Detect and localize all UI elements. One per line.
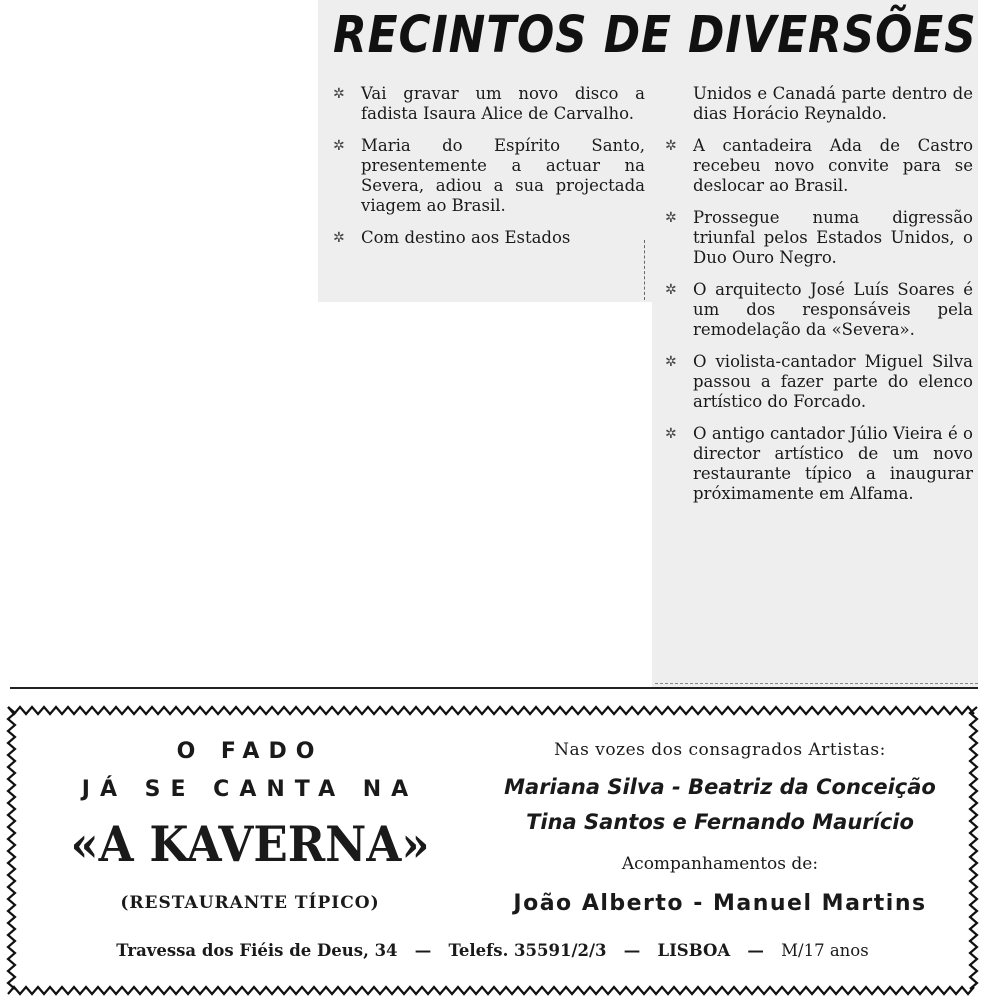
dash-separator: —: [735, 941, 776, 960]
ad-address: Travessa dos Fiéis de Deus, 34: [116, 941, 398, 960]
ad-city: LISBOA: [657, 941, 731, 960]
asterisk-icon: ✲: [665, 210, 677, 226]
news-item: [333, 84, 645, 124]
news-item: [333, 136, 645, 216]
news-item-text: Unidos e Canadá parte dentro de dias Horácio Reynaldo.: [693, 84, 973, 123]
news-item: [665, 352, 973, 412]
news-item-text: O violista-cantador Miguel Silva passou a fazer parte do elenco artístico do Forcado.: [693, 352, 973, 411]
zigzag-border-top: [8, 707, 974, 714]
news-column-1: [333, 84, 645, 260]
asterisk-icon: ✲: [665, 354, 677, 370]
dash-separator: —: [612, 941, 652, 960]
asterisk-icon: ✲: [665, 138, 677, 154]
zigzag-border-right: [970, 707, 977, 989]
news-item: [665, 424, 973, 504]
ad-artists-line-2: Tina Santos e Fernando Maurício: [526, 810, 914, 834]
asterisk-icon: ✲: [333, 138, 345, 154]
news-item-text: Prossegue numa digressão triunfal pelos Estados Unidos, o Duo Ouro Negro.: [693, 208, 973, 267]
asterisk-icon: ✲: [333, 230, 345, 246]
ad-artists-intro: Nas vozes dos consagrados Artistas:: [554, 740, 886, 760]
news-item-text: Com destino aos Estados: [361, 228, 571, 247]
news-item: [665, 208, 973, 268]
ad-musicians: João Alberto - Manuel Martins: [513, 891, 927, 916]
section-rule: [10, 687, 978, 689]
ad-venue-subtitle: (RESTAURANTE TÍPICO): [120, 893, 380, 913]
news-item: [665, 136, 973, 196]
ad-venue-name: «A KAVERNA»: [70, 815, 430, 873]
column-end-rule: [655, 683, 978, 684]
dash-separator: —: [403, 941, 443, 960]
ad-accompaniment-label: Acompanhamentos de:: [621, 854, 819, 874]
zigzag-border-left: [8, 707, 15, 989]
asterisk-icon: ✲: [665, 426, 677, 442]
news-column-2: [665, 84, 973, 516]
ad-fado-line: O FADO: [176, 739, 324, 764]
news-item-text: Vai gravar um novo disco a fadista Isaura Alice de Carvalho.: [361, 84, 645, 123]
ad-footer: [20, 941, 965, 960]
ad-phones: Telefs. 35591/2/3: [448, 941, 607, 960]
news-item: [665, 280, 973, 340]
news-item-text: Maria do Espírito Santo, presentemente a actuar na Severa, adiou a sua projectada viagem ao Brasil.: [361, 136, 645, 215]
zigzag-border-bottom: [8, 987, 974, 994]
news-item-continued: [665, 84, 973, 124]
news-item-text: O antigo cantador Júlio Vieira é o director artístico de um novo restaurante típico a inaugurar próximamente em Alfama.: [693, 424, 973, 503]
news-item-text: A cantadeira Ada de Castro recebeu novo convite para se deslocar ao Brasil.: [693, 136, 973, 195]
ad-age-rating: M/17 anos: [781, 941, 869, 960]
column-divider: [644, 240, 645, 300]
asterisk-icon: ✲: [333, 86, 345, 102]
asterisk-icon: ✲: [665, 282, 677, 298]
news-item-text: O arquitecto José Luís Soares é um dos responsáveis pela remodelação da «Severa».: [693, 280, 973, 339]
advertisement: [0, 697, 985, 1004]
ad-artists-line-1: Mariana Silva - Beatriz da Conceição: [504, 775, 936, 799]
ad-canta-line: JÁ SE CANTA NA: [81, 777, 419, 802]
section-headline: RECINTOS DE DIVERSÕES: [333, 6, 977, 65]
news-item: [333, 228, 645, 248]
